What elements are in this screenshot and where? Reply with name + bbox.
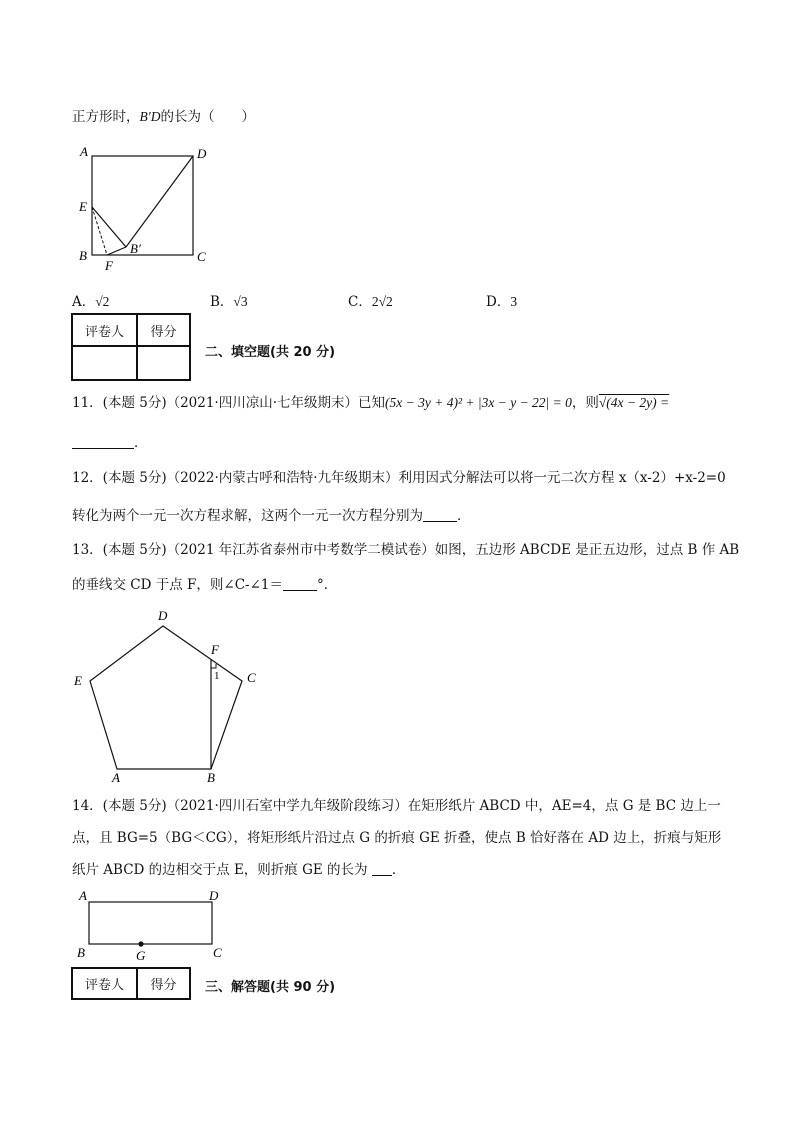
q10-tail: 正方形时，B′D的长为（ ） [72,109,255,125]
segment-f-bprime [107,247,126,255]
grader-header: 评卷人 [72,314,137,346]
score-table-section2 [71,313,191,381]
grader-header: 评卷人 [72,968,137,999]
square-abcd [92,156,193,255]
q13-line1: 13．(本题 5分)（2021 年江苏省泰州市中考数学二模试卷）如图，五边形 ABCDE 是正五边形，过点 B 作 AB [72,542,740,558]
label-a: A [80,144,88,159]
grader-cell[interactable] [72,346,137,380]
angle-1-label: 1 [214,670,220,682]
label-a: A [79,888,87,903]
q11-text: 11．(本题 5分)（2021·四川凉山·七年级期末）已知(5x − 3y + 4)² + |3x − y − 22| = 0，则√(4x − 2y) = [72,395,670,411]
segment-bprime-d [126,156,193,247]
label-d: D [209,888,219,903]
label-b: B [77,945,85,960]
label-b: B [207,770,215,784]
q13-blank[interactable] [283,576,317,591]
q12-line1: 12．(本题 5分)（2022·内蒙古呼和浩特·九年级期末）利用因式分解法可以将一元二次方程 x（x-2）+x-2=0 [72,470,726,486]
section3-title: 三、解答题(共 90 分) [205,980,336,995]
label-bprime: B′ [130,241,141,256]
section2-title: 二、填空题(共 20 分) [205,345,336,360]
q14-line1: 14．(本题 5分)（2021·四川石室中学九年级阶段练习）在矩形纸片 ABCD 中，AE=4，点 G 是 BC 边上一 [72,798,721,814]
label-c: C [247,670,256,685]
label-c: C [197,249,206,264]
label-g: G [136,948,146,962]
q14-blank[interactable] [372,861,392,876]
q10-figure [70,140,220,275]
rectangle-abcd [89,902,212,944]
score-header: 得分 [137,314,190,346]
label-f: F [211,642,219,657]
label-b: B [79,248,87,263]
fold-line-ef [92,207,107,255]
q14-figure [70,884,240,962]
q13-figure [70,604,270,784]
q11-blank[interactable] [72,434,134,449]
label-d: D [158,608,168,623]
label-e: E [79,199,87,214]
label-a: A [112,770,120,784]
point-g [138,941,143,946]
q14-line2: 点，且 BG=5（BG＜CG），将矩形纸片沿过点 G 的折痕 GE 折叠，使点 B 恰好落在 AD 边上，折痕与矩形 [72,830,722,846]
segment-e-bprime [92,207,126,247]
q11-answer-line: ． [72,434,148,452]
q12-blank[interactable] [423,507,457,522]
pentagon-abcde [90,626,242,769]
score-table-section3 [71,967,191,1000]
angle-mark [211,664,216,668]
label-f: F [105,258,113,273]
label-d: D [197,146,207,161]
q14-line3: 纸片 ABCD 的边相交于点 E，则折痕 GE 的长为 ． [72,862,406,878]
option-a[interactable]: A．√2 [72,294,110,310]
label-e: E [74,673,82,688]
option-b[interactable]: B．√3 [210,294,248,310]
label-c: C [213,945,222,960]
q12-line2: 转化为两个一元一次方程求解，这两个一元一次方程分别为 ． [72,508,471,524]
option-c[interactable]: C．2√2 [348,294,393,310]
q13-line2: 的垂线交 CD 于点 F，则∠C-∠1＝ °． [72,577,338,593]
option-d[interactable]: D．3 [486,294,518,310]
score-header: 得分 [137,968,190,999]
score-cell[interactable] [137,346,190,380]
